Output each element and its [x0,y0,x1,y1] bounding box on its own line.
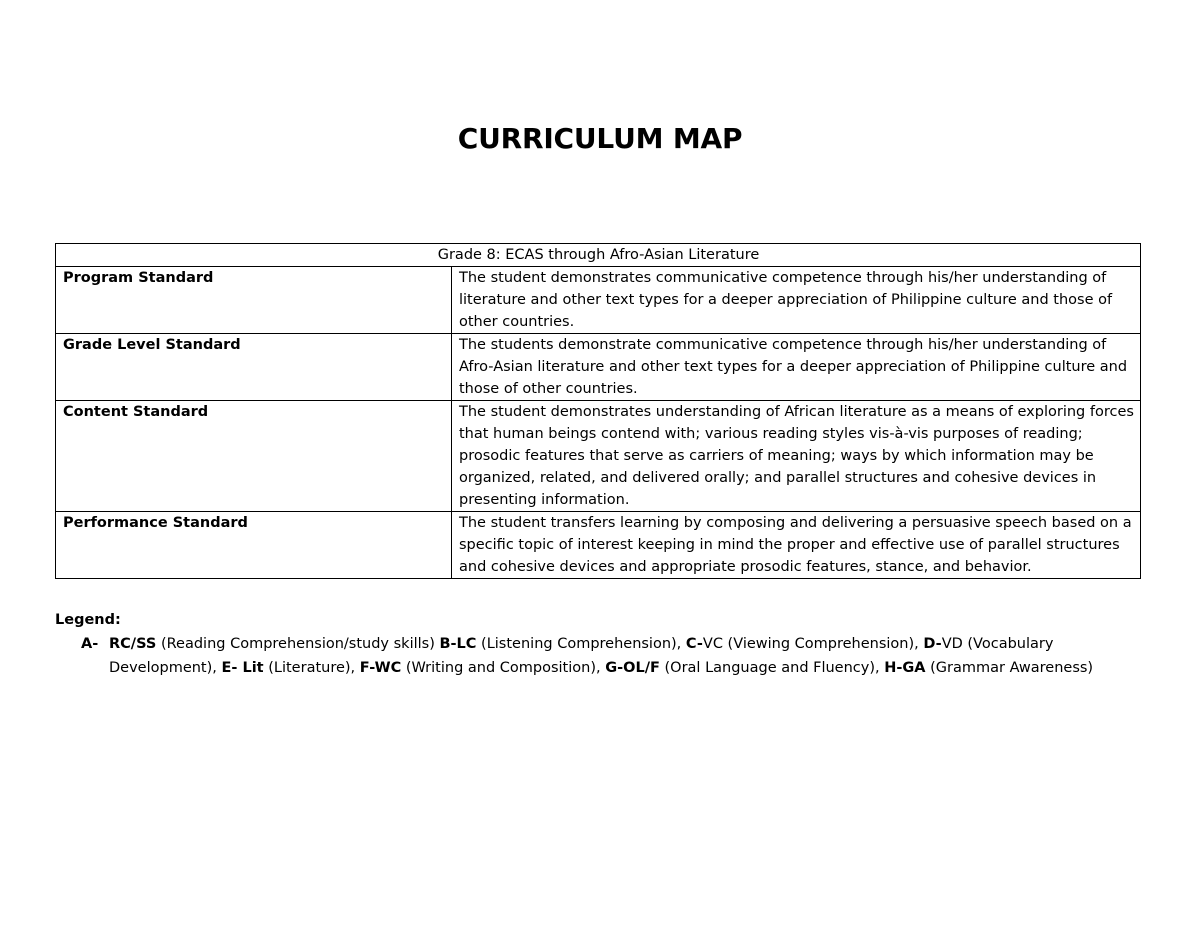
legend-code: E- Lit [221,660,264,676]
legend-item [81,632,1145,680]
legend-desc: (Listening Comprehension), [476,636,686,652]
legend-desc: VD (Vocabulary Development), [109,636,1054,676]
legend-desc: (Writing and Composition), [401,660,606,676]
table-row [56,512,1141,579]
legend-marker: A- [81,636,99,652]
legend-code: D- [923,636,942,652]
legend-desc: (Reading Comprehension/study skills) [156,636,440,652]
legend-code: RC/SS [109,636,157,652]
row-text-performance-standard: The student transfers learning by composing and delivering a persuasive speech based on a specific topic of interest keeping in mind the proper and effective use of parallel structures and cohesive devices and appropriate prosodic features, stance, and behavior. [452,512,1141,579]
legend-desc: (Oral Language and Fluency), [659,660,885,676]
legend [55,608,1145,680]
page-title: CURRICULUM MAP [457,122,743,155]
row-label-program-standard: Program Standard [56,267,452,334]
legend-code: G-OL/F [605,660,660,676]
table-row [56,267,1141,334]
legend-desc: (Literature), [263,660,360,676]
row-text-content-standard: The student demonstrates understanding of African literature as a means of exploring forces that human beings contend with; various reading styles vis-à-vis purposes of reading; prosodic features that serve as carriers of meaning; ways by which information may be organized, related, and delivered orally; and parallel structures and cohesive devices in presenting information. [452,401,1141,512]
table-row [56,334,1141,401]
row-label-content-standard: Content Standard [56,401,452,512]
legend-body [109,632,1145,680]
legend-code: F-WC [359,660,402,676]
legend-desc: (Grammar Awareness) [925,660,1094,676]
row-text-program-standard: The student demonstrates communicative competence through his/her understanding of literature and other text types for a deeper appreciation of Philippine culture and those of other countries. [452,267,1141,334]
row-label-performance-standard: Performance Standard [56,512,452,579]
table-header: Grade 8: ECAS through Afro-Asian Literature [56,244,1141,267]
legend-code: B-LC [439,636,477,652]
table-header-row [56,244,1141,267]
legend-code: H-GA [884,660,926,676]
table-row [56,401,1141,512]
row-label-grade-level-standard: Grade Level Standard [56,334,452,401]
legend-code: C- [685,636,703,652]
legend-desc: VC (Viewing Comprehension), [702,636,924,652]
curriculum-table [55,243,1141,579]
row-text-grade-level-standard: The students demonstrate communicative competence through his/her understanding of Afro-Asian literature and other text types for a deeper appreciation of Philippine culture and those of other countries. [452,334,1141,401]
legend-title: Legend: [55,612,121,628]
